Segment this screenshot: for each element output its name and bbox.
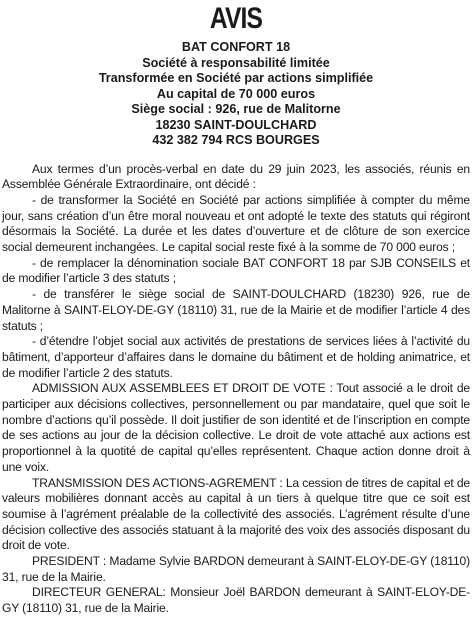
paragraph-object-extension: - d’étendre l’objet social aux activités de prestations de services liées à l’activité du bâtiment, d’apporteur d’affaires dans le domaine du bâtiment et de holding animatrice, et de modifier l’article 2 des statuts. (2, 334, 470, 380)
paragraph-president: PRESIDENT : Madame Sylvie BARDON demeurant à SAINT-ELOY-DE-GY (18110) 31, rue de la Mairie. (2, 554, 470, 584)
company-postcode-city: 18230 SAINT-DOULCHARD (155, 117, 317, 132)
company-transformation: Transformée en Société par actions simplifiée (98, 71, 374, 85)
company-legal-form: Société à responsabilité limitée (142, 55, 330, 70)
company-header (2, 40, 470, 149)
paragraph-general-director: DIRECTEUR GENERAL: Monsieur Joël BARDON demeurant à SAINT-ELOY-DE-GY (18110) 31, rue de la Mairie. (2, 585, 470, 616)
company-registration: 432 382 794 RCS BOURGES (152, 133, 320, 147)
company-registered-office: Siège social : 926, rue de Malitorne (131, 102, 341, 116)
paragraph-office-transfer: - de transférer le siège social de SAINT-DOULCHARD (18230) 926, rue de Malitorne à SAINT-ELOY-DE-GY (18110) 31, rue de la Mairie et de modifier l’article 4 des statuts ; (2, 287, 470, 333)
paragraph-admission-vote: ADMISSION AUX ASSEMBLEES ET DROIT DE VOTE : Tout associé a le droit de participer aux décisions collectives, personnellement ou par mandataire, quel que soit le nombre d’actions qu’il possède. Il doit justifier de son identité et de l’inscription en compte de ses actions au jour de la décision collective. Le droit de vote attaché aux actions est proportionnel à la quotité de capital qu’elles représentent. Chaque action donne droit à une voix. (2, 381, 470, 474)
paragraph-name-change: - de remplacer la dénomination sociale BAT CONFORT 18 par SJB CONSEILS et de modifier l’article 3 des statuts ; (2, 255, 470, 286)
paragraph-transformation: - de transformer la Société en Société par actions simplifiée à compter du même jour, sans création d’un être moral nouveau et ont adopté le texte des statuts qui régiront désormais la Société. La durée et les dates d’ouverture et de clôture de son exercice social demeurent inchangées. Le capital social reste fixé à la somme de 70 000 euros ; (2, 192, 470, 255)
company-name: BAT CONFORT 18 (181, 40, 291, 54)
paragraph-intro: Aux termes d’un procès-verbal en date du 29 juin 2023, les associés, réunis en Assemblée Générale Extraordinaire, ont décidé : (2, 161, 470, 192)
notice-body (2, 162, 470, 617)
company-capital: Au capital de 70 000 euros (156, 86, 316, 101)
notice-title: AVIS (209, 2, 263, 35)
paragraph-share-transfer: TRANSMISSION DES ACTIONS-AGREMENT : La cession de titres de capital et de valeurs mobilières donnant accès au capital à un tiers à quelque titre que ce soit est soumise à l’agrément préalable de la collectivité des associés. L’agrément résulte d’une décision collective des associés statuant à la majorité des voix des associés disposant du droit de vote. (2, 475, 470, 553)
